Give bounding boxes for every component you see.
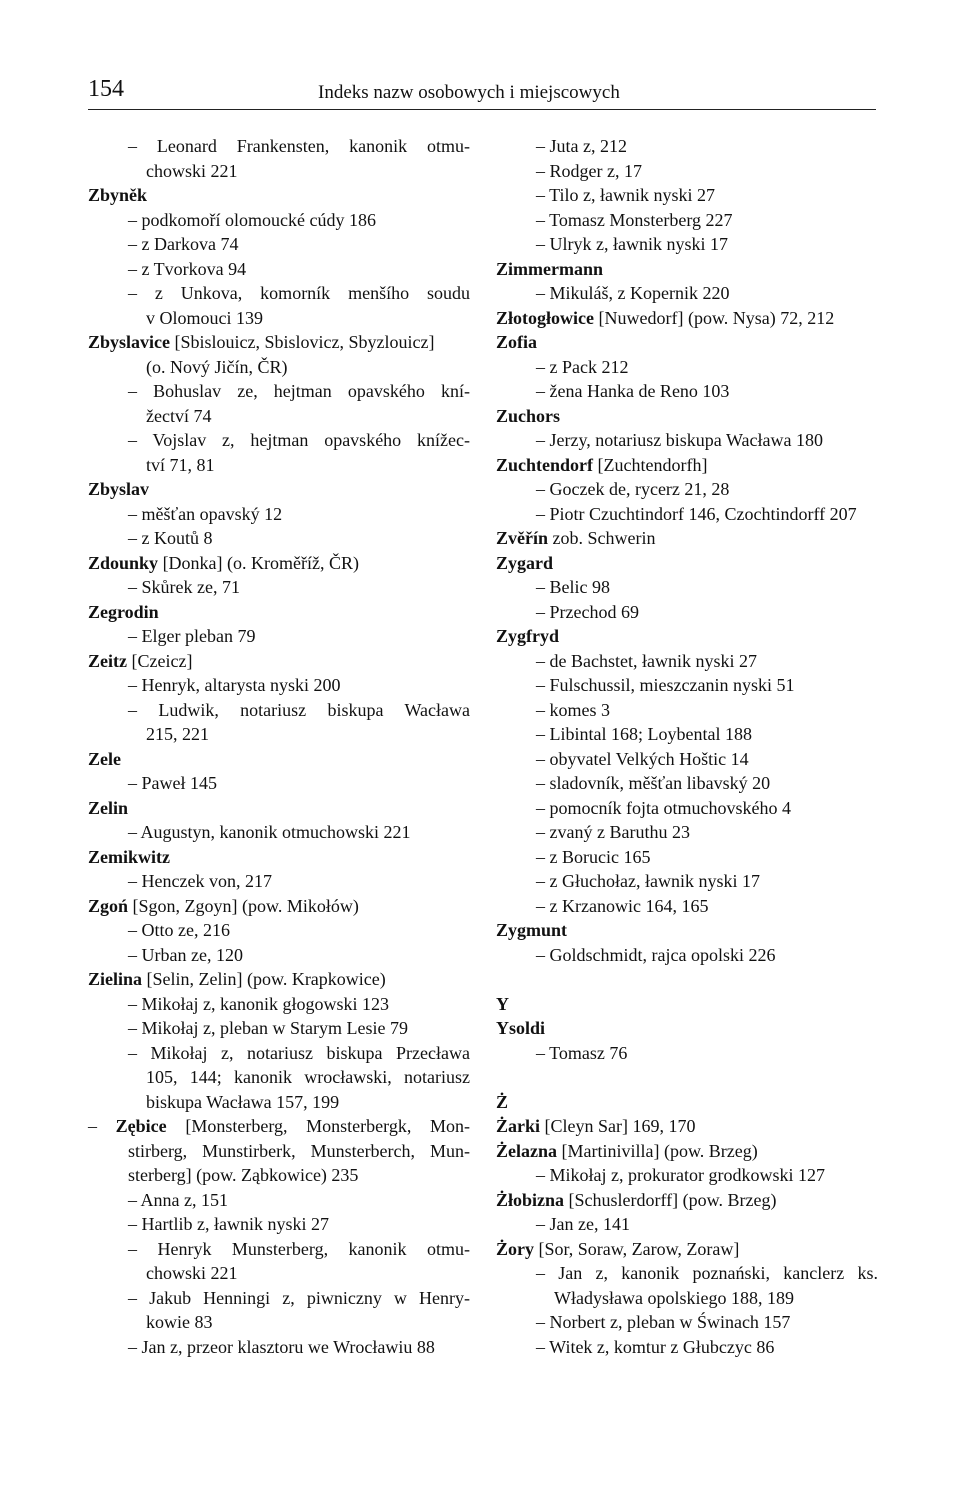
index-headword-detail: [Nuwedorf] (pow. Nysa) 72, 212 bbox=[593, 307, 835, 328]
index-subentry: – obyvatel Velkých Hoštic 14 bbox=[536, 748, 749, 769]
index-column-left bbox=[88, 134, 470, 1359]
section-letter: Y bbox=[496, 993, 509, 1014]
section-gap bbox=[496, 1065, 878, 1090]
index-subentry: – Goczek de, rycerz 21, 28 bbox=[536, 479, 730, 499]
index-subentry: – Vojslav z, hejtman opavského knížec- bbox=[128, 430, 470, 450]
index-headword-line bbox=[496, 624, 878, 649]
index-headword-line bbox=[496, 306, 878, 331]
index-subentry: – Belic 98 bbox=[536, 577, 610, 597]
index-subentry: – Urban ze, 120 bbox=[128, 944, 243, 965]
index-subentry: – z Borucic 165 bbox=[536, 846, 651, 867]
index-headword-detail: [Martinivilla] (pow. Brzeg) bbox=[557, 1140, 758, 1161]
index-subentry-continuation: (o. Nový Jičín, ČR) bbox=[146, 356, 288, 377]
index-subentry: – Skůrek ze, 71 bbox=[128, 577, 240, 597]
index-subentry: – z Tvorkova 94 bbox=[128, 258, 247, 279]
index-headword-detail: [Monsterberg, Monsterbergk, Mon- bbox=[166, 1116, 470, 1136]
index-headword: Żarki bbox=[496, 1116, 541, 1136]
index-subentry: – Ludwik, notariusz biskupa Wacława bbox=[128, 699, 470, 720]
index-headword-line bbox=[496, 1139, 878, 1164]
index-subentry-continuation: biskupa Wacława 157, 199 bbox=[146, 1091, 340, 1112]
index-headword-line bbox=[496, 918, 878, 943]
index-subentry: – podkomoří olomoucké cúdy 186 bbox=[128, 209, 376, 230]
index-headword-line bbox=[496, 330, 878, 355]
index-subentry: – Norbert z, pleban w Świnach 157 bbox=[536, 1312, 791, 1332]
index-subentry-continuation: chowski 221 bbox=[146, 160, 238, 181]
index-headword-detail: [Selin, Zelin] (pow. Krapkowice) bbox=[142, 969, 386, 989]
index-subentry: – de Bachstet, ławnik nyski 27 bbox=[536, 650, 757, 671]
index-subentry-continuation: tví 71, 81 bbox=[146, 454, 215, 475]
index-subentry: – z Koutů 8 bbox=[128, 528, 213, 548]
index-headword-detail: [Sor, Soraw, Zarow, Zoraw] bbox=[534, 1238, 740, 1259]
index-subentry: – Goldschmidt, rajca opolski 226 bbox=[536, 944, 776, 965]
index-headword-line bbox=[88, 845, 470, 870]
index-subentry: – z Darkova 74 bbox=[128, 234, 239, 254]
index-subentry-continuation: 215, 221 bbox=[146, 724, 209, 744]
index-headword-detail: [Schuslerdorff] (pow. Brzeg) bbox=[564, 1189, 777, 1210]
index-headword: Zvěřín bbox=[496, 528, 548, 548]
index-headword-line bbox=[496, 257, 878, 282]
index-headword-line bbox=[88, 183, 470, 208]
index-subentry: – komes 3 bbox=[536, 699, 610, 720]
index-subentry: – zvaný z Baruthu 23 bbox=[536, 822, 690, 842]
index-subentry-continuation: Władysława opolskiego 188, 189 bbox=[554, 1287, 794, 1308]
index-subentry: – Jan ze, 141 bbox=[536, 1214, 630, 1234]
index-subentry-continuation: chowski 221 bbox=[146, 1263, 238, 1283]
index-headword: Zgoń bbox=[88, 895, 129, 916]
index-subentry: – sladovník, měšťan libavský 20 bbox=[536, 773, 771, 793]
index-headword: Zbyslavice bbox=[88, 332, 171, 352]
index-subentry: – Rodger z, 17 bbox=[536, 160, 642, 181]
index-headword-line bbox=[496, 1188, 878, 1213]
index-subentry: – Hartlib z, ławnik nyski 27 bbox=[128, 1214, 329, 1234]
index-subentry: – Ulryk z, ławnik nyski 17 bbox=[536, 234, 728, 254]
index-subentry: – Otto ze, 216 bbox=[128, 920, 230, 940]
index-subentry: – měšťan opavský 12 bbox=[128, 503, 283, 524]
index-headword: Zofia bbox=[496, 332, 538, 352]
index-headword-line bbox=[88, 600, 470, 625]
index-subentry: – Jerzy, notariusz biskupa Wacława 180 bbox=[536, 430, 823, 450]
index-headword-line bbox=[496, 1237, 878, 1262]
index-headword: Zbyněk bbox=[88, 185, 148, 205]
index-subentry-continuation: v Olomouci 139 bbox=[146, 307, 263, 328]
index-subentry: – Tilo z, ławnik nyski 27 bbox=[536, 185, 716, 205]
index-headword-detail: [Donka] (o. Kroměříž, ČR) bbox=[158, 552, 360, 573]
index-subentry: – Henryk Munsterberg, kanonik otmu- bbox=[128, 1238, 470, 1259]
index-headword-line bbox=[88, 330, 470, 355]
index-headword: Żelazna bbox=[496, 1140, 557, 1161]
index-subentry: – Fulschussil, mieszczanin nyski 51 bbox=[536, 675, 795, 695]
running-title: Indeks nazw osobowych i miejscowych bbox=[318, 82, 620, 103]
index-subentry: – Mikołaj z, pleban w Starym Lesie 79 bbox=[128, 1018, 408, 1038]
index-headword: Złotogłowice bbox=[496, 307, 594, 328]
index-subentry: – Mikuláš, z Kopernik 220 bbox=[536, 283, 730, 303]
section-gap bbox=[496, 967, 878, 992]
index-subentry: – Jan z, kanonik poznański, kanclerz ks. bbox=[536, 1263, 878, 1283]
index-headword-line bbox=[88, 477, 470, 502]
index-headword: Zeitz bbox=[88, 650, 127, 671]
index-headword-line bbox=[496, 453, 878, 478]
index-headword-line bbox=[88, 894, 470, 919]
index-subentry: – Jakub Henningi z, piwniczny w Henry- bbox=[128, 1287, 470, 1308]
index-subentry: – Anna z, 151 bbox=[128, 1189, 228, 1210]
index-headword: Zimmermann bbox=[496, 258, 603, 279]
index-headword-line bbox=[88, 1114, 470, 1139]
index-headword-line bbox=[88, 649, 470, 674]
index-subentry: – z Głuchołaz, ławnik nyski 17 bbox=[536, 871, 760, 891]
index-subentry: – Tomasz 76 bbox=[536, 1042, 628, 1063]
index-subentry-continuation: kowie 83 bbox=[146, 1312, 213, 1332]
index-headword: Zygmunt bbox=[496, 920, 568, 940]
index-headword-detail: zob. Schwerin bbox=[548, 528, 656, 548]
index-subentry: – Paweł 145 bbox=[128, 773, 217, 793]
index-headword-line bbox=[88, 551, 470, 576]
index-subentry: – Juta z, 212 bbox=[536, 136, 627, 156]
index-headword: Zdounky bbox=[88, 552, 159, 573]
index-subentry: – Mikołaj z, prokurator grodkowski 127 bbox=[536, 1165, 825, 1185]
index-headword: Zuchors bbox=[496, 405, 561, 426]
index-headword-line bbox=[88, 747, 470, 772]
index-headword: Zelin bbox=[88, 797, 129, 818]
index-subentry: – z Pack 212 bbox=[536, 356, 629, 377]
index-headword: Żory bbox=[496, 1238, 534, 1259]
index-headword-continuation: stirberg, Munstirberk, Munsterberch, Mun- bbox=[128, 1140, 470, 1161]
index-headword-detail: [Zuchtendorfh] bbox=[593, 454, 708, 475]
index-headword-detail: [Sgon, Zgoyn] (pow. Mikołów) bbox=[128, 895, 359, 916]
index-headword-line bbox=[496, 404, 878, 429]
index-subentry: – Henczek von, 217 bbox=[128, 871, 272, 891]
index-subentry: – Jan z, przeor klasztoru we Wrocławiu 88 bbox=[128, 1336, 435, 1357]
index-subentry: – z Unkova, komorník menšího soudu bbox=[128, 283, 470, 303]
index-subentry: – Augustyn, kanonik otmuchowski 221 bbox=[128, 822, 411, 842]
index-subentry: – Bohuslav ze, hejtman opavského kní- bbox=[128, 381, 470, 401]
index-column-right bbox=[496, 134, 878, 1359]
index-headword-line bbox=[496, 551, 878, 576]
header-rule bbox=[88, 109, 876, 110]
index-headword-detail: [Cleyn Sar] 169, 170 bbox=[540, 1116, 696, 1136]
index-subentry-continuation: žectví 74 bbox=[146, 405, 212, 426]
index-headword: Zębice bbox=[115, 1116, 167, 1136]
index-headword-line bbox=[496, 1016, 878, 1041]
index-headword: Ysoldi bbox=[496, 1018, 546, 1038]
index-headword: Zygard bbox=[496, 552, 554, 573]
index-subentry: – Libintal 168; Loybental 188 bbox=[536, 724, 752, 744]
index-headword: Zele bbox=[88, 748, 121, 769]
index-headword-detail: [Czeicz] bbox=[126, 650, 193, 671]
section-letter: Ż bbox=[496, 1091, 509, 1112]
index-headword: Zuchtendorf bbox=[496, 454, 594, 475]
index-subentry: – pomocník fojta otmuchovského 4 bbox=[536, 797, 791, 818]
index-headword: Zemikwitz bbox=[88, 846, 170, 867]
index-subentry: – Tomasz Monsterberg 227 bbox=[536, 209, 733, 230]
index-subentry: – žena Hanka de Reno 103 bbox=[536, 381, 730, 401]
index-subentry: – Mikołaj z, kanonik głogowski 123 bbox=[128, 993, 389, 1014]
index-headword: Zygfryd bbox=[496, 626, 559, 646]
index-headword: Zegrodin bbox=[88, 601, 159, 622]
index-subentry: – Mikołaj z, notariusz biskupa Przecława bbox=[128, 1042, 470, 1063]
index-headword-line bbox=[88, 967, 470, 992]
index-headword: Zbyslav bbox=[88, 479, 150, 499]
index-headword: Zielina bbox=[88, 969, 143, 989]
index-subentry: – Witek z, komtur z Głubczyc 86 bbox=[536, 1336, 775, 1357]
index-headword-detail: [Sbislouicz, Sbislovicz, Sbyzlouicz] bbox=[170, 332, 435, 352]
index-headword-line bbox=[496, 1114, 878, 1139]
index-headword-continuation: sterberg] (pow. Ząbkowice) 235 bbox=[128, 1165, 359, 1185]
index-headword-line bbox=[496, 526, 878, 551]
index-headword: Żłobizna bbox=[496, 1189, 565, 1210]
index-subentry: – Elger pleban 79 bbox=[128, 626, 256, 646]
headword-dash: – bbox=[88, 1116, 116, 1136]
index-subentry: – Piotr Czuchtindorf 146, Czochtindorff 207 bbox=[536, 503, 857, 524]
index-subentry: – Leonard Frankensten, kanonik otmu- bbox=[128, 136, 470, 156]
index-subentry: – Przechod 69 bbox=[536, 601, 639, 622]
page-number: 154 bbox=[88, 76, 124, 102]
index-subentry: – Henryk, altarysta nyski 200 bbox=[128, 675, 341, 695]
index-headword-line bbox=[88, 796, 470, 821]
index-subentry-continuation: 105, 144; kanonik wrocławski, notariusz bbox=[146, 1067, 470, 1087]
index-subentry: – z Krzanowic 164, 165 bbox=[536, 895, 709, 916]
